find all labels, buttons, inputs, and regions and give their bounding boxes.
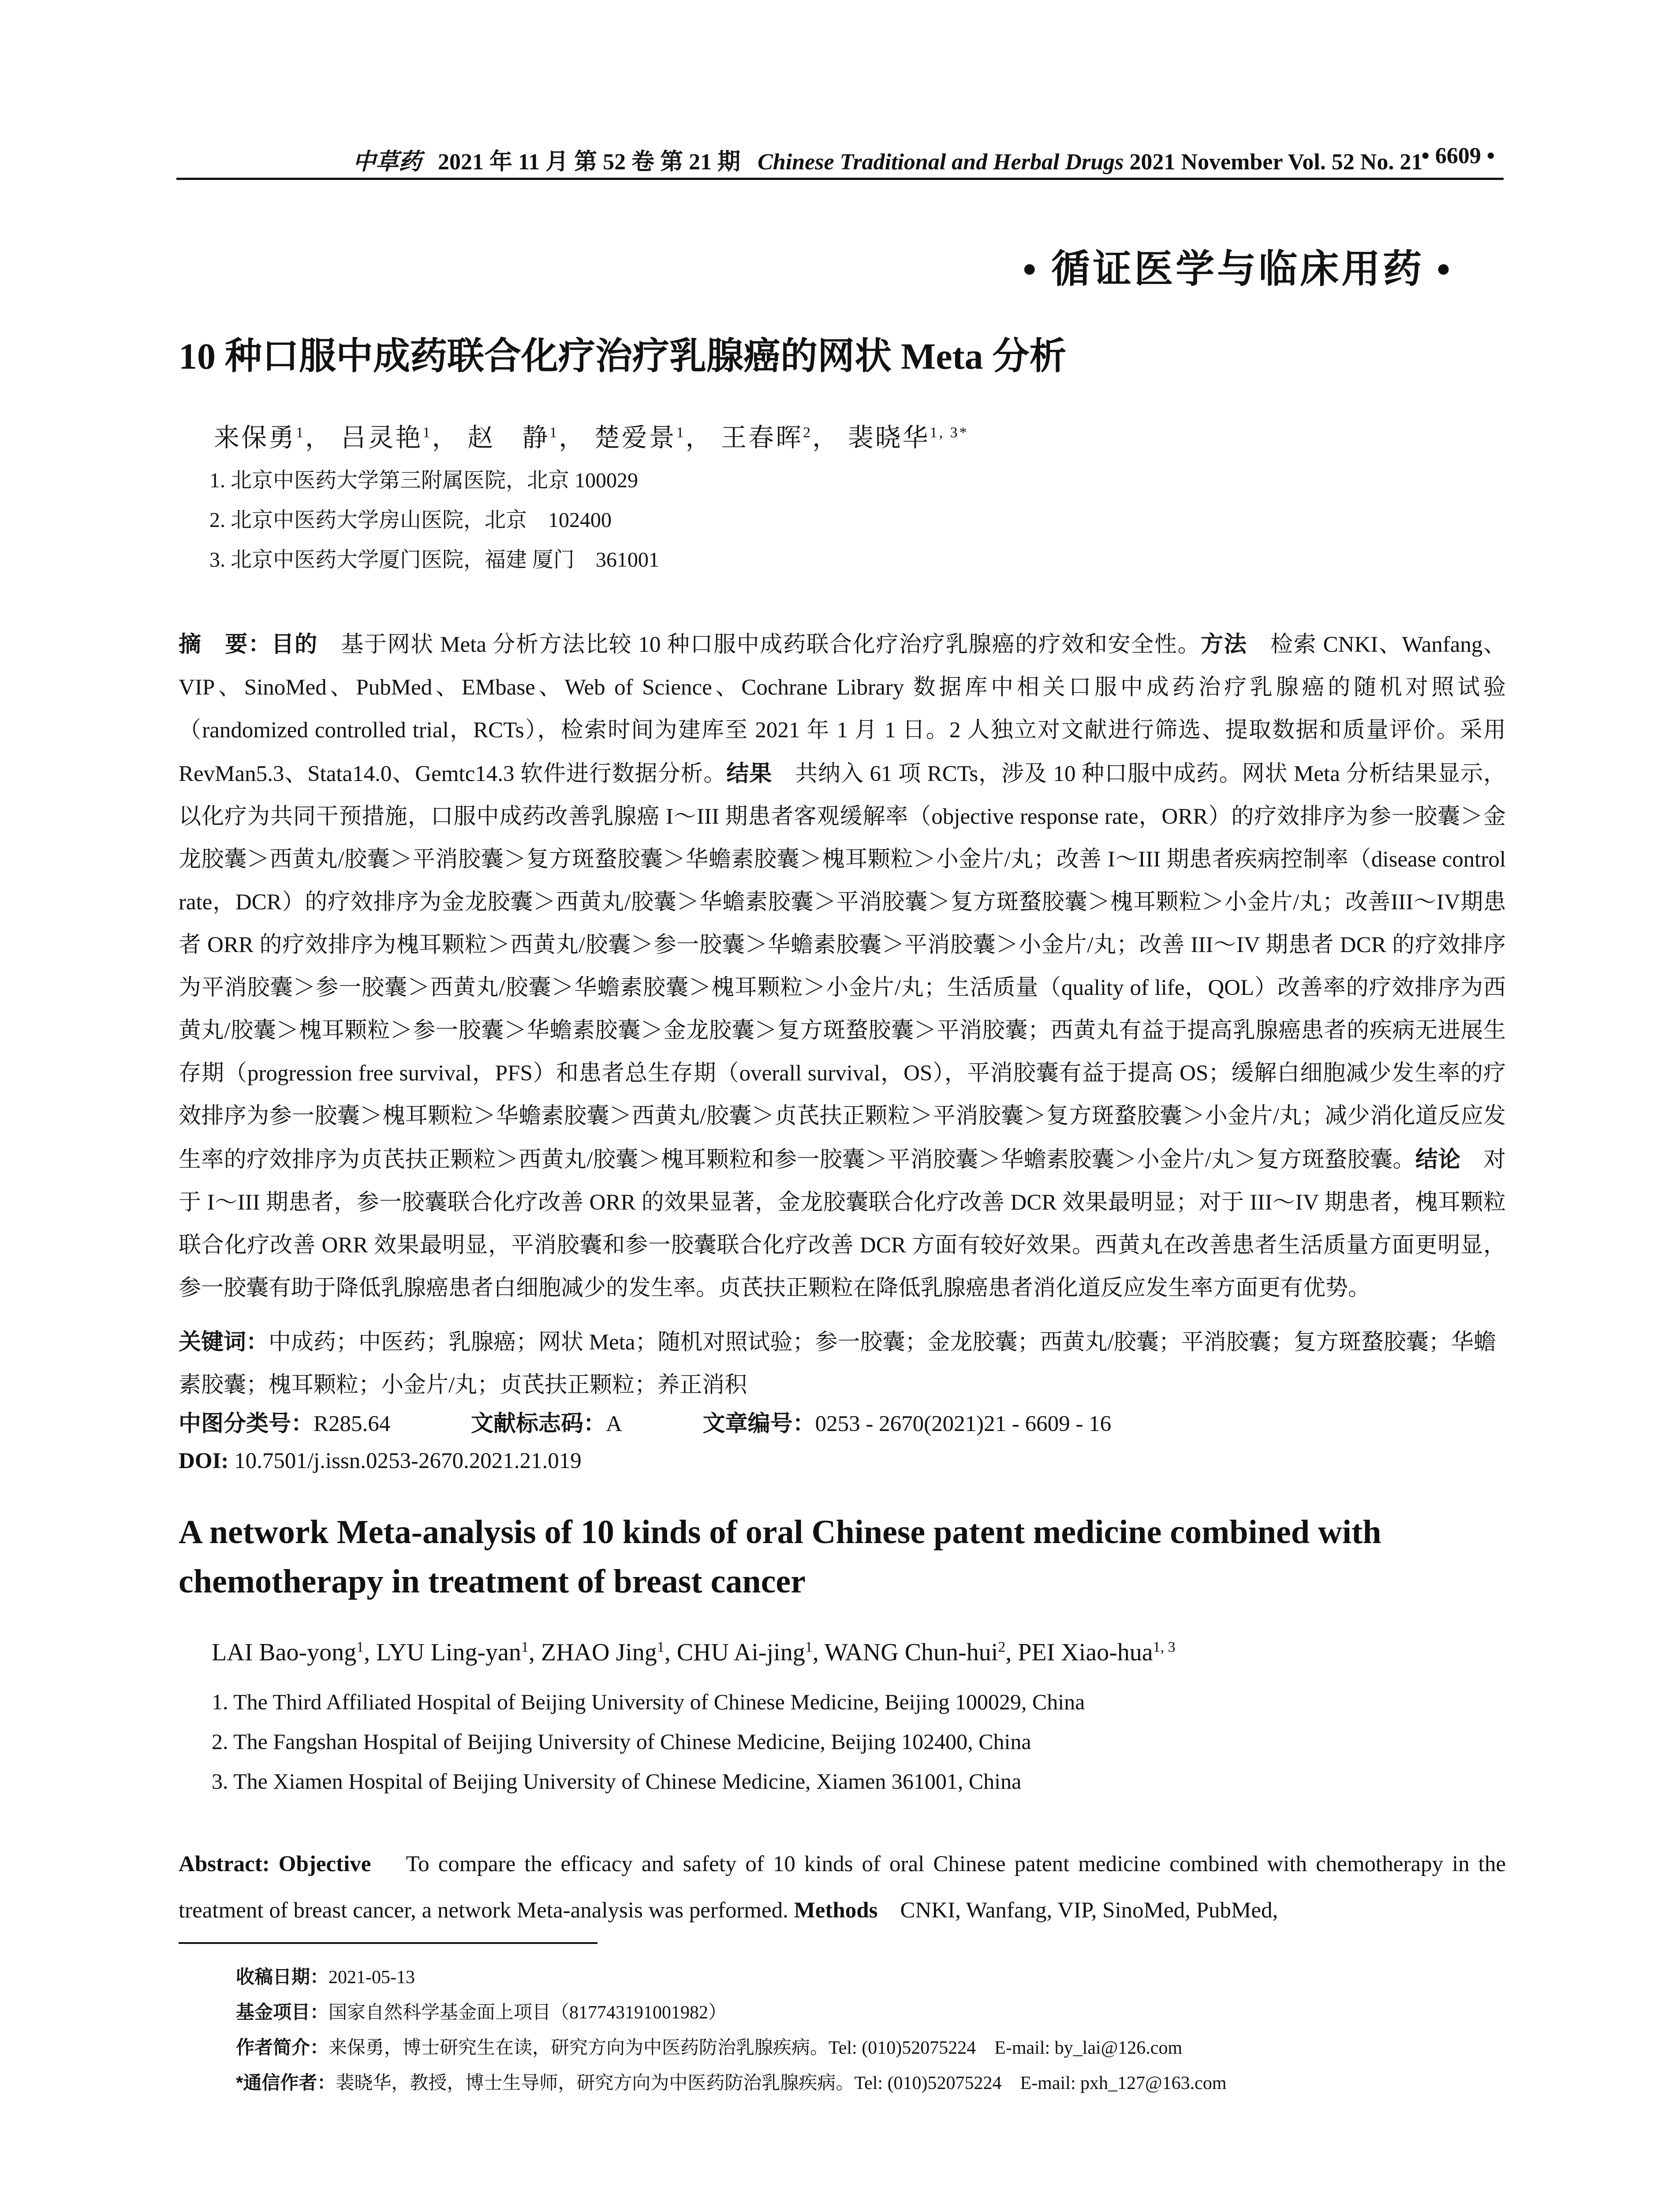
author-en: LAI Bao-yong bbox=[212, 1639, 357, 1666]
author-cn: 来保勇 bbox=[214, 423, 296, 452]
keywords-label: 关键词： bbox=[179, 1329, 269, 1354]
author-aff: 1 bbox=[549, 424, 559, 441]
author-en: WANG Chun-hui bbox=[824, 1639, 998, 1666]
affiliation-cn: 2. 北京中医药大学房山医院，北京 102400 bbox=[209, 508, 612, 532]
footnote-value: 来保勇，博士研究生在读，研究方向为中医药防治乳腺疾病。Tel: (010)52075224 E-mail: by_lai@126.com bbox=[329, 2038, 1183, 2058]
footnote-divider bbox=[179, 1942, 597, 1944]
doc-code-label: 文献标志码： bbox=[471, 1411, 606, 1436]
author-aff: 1, 3 bbox=[1153, 1639, 1176, 1656]
methods-text: 检索 CNKI、Wanfang、VIP、SinoMed、PubMed、EMbase、Web of Science、Cochrane Library 数据库中相关口服中成药治疗乳腺癌的随机对照试验（randomized controlled trial，RCTs），检索时间为建库至 2021 年 1 月 1 日。2 人独立对文献进行筛选、提取数据和质量评价。采用 RevMan5.3、Stata14.0、Gemtc14.3 软件进行数据分析。 bbox=[179, 632, 1506, 786]
results-text: 共纳入 61 项 RCTs，涉及 10 种口服中成药。网状 Meta 分析结果显示，以化疗为共同干预措施，口服中成药改善乳腺癌 I～III 期患者客观缓解率（objective response rate，ORR）的疗效排序为参一胶囊＞金龙胶囊＞西黄丸/胶囊＞平消胶囊＞复方斑蝥胶囊＞华蟾素胶囊＞槐耳颗粒＞小金片/丸；改善 I～III 期患者疾病控制率（disease control rate，DCR）的疗效排序为金龙胶囊＞西黄丸/胶囊＞华蟾素胶囊＞平消胶囊＞复方斑蝥胶囊＞槐耳颗粒＞小金片/丸；改善III～IV期患者 ORR 的疗效排序为槐耳颗粒＞西黄丸/胶囊＞参一胶囊＞华蟾素胶囊＞平消胶囊＞小金片/丸；改善 III～IV 期患者 DCR 的疗效排序为平消胶囊＞参一胶囊＞西黄丸/胶囊＞华蟾素胶囊＞槐耳颗粒＞小金片/丸；生活质量（quality of life，QOL）改善率的疗效排序为西黄丸/胶囊＞槐耳颗粒＞参一胶囊＞华蟾素胶囊＞金龙胶囊＞复方斑蝥胶囊＞平消胶囊；西黄丸有益于提高乳腺癌患者的疾病无进展生存期（progression free survival，PFS）和患者总生存期（overall survival，OS），平消胶囊有益于提高 OS；缓解白细胞减少发生率的疗效排序为参一胶囊＞槐耳颗粒＞华蟾素胶囊＞西黄丸/胶囊＞贞芪扶正颗粒＞平消胶囊＞复方斑蝥胶囊＞小金片/丸；减少消化道反应发生率的疗效排序为贞芪扶正颗粒＞西黄丸/胶囊＞槐耳颗粒和参一胶囊＞平消胶囊＞华蟾素胶囊＞小金片/丸＞复方斑蝥胶囊。 bbox=[179, 762, 1506, 1172]
abstract-cn bbox=[179, 623, 1506, 1310]
author-en: LYU Ling-yan bbox=[376, 1639, 521, 1666]
affiliation-en: 1. The Third Affiliated Hospital of Beijing University of Chinese Medicine, Beijing 100029, China bbox=[212, 1689, 1085, 1714]
footnote-key: 作者简介： bbox=[236, 2037, 329, 2058]
affiliation-en: 2. The Fangshan Hospital of Beijing University of Chinese Medicine, Beijing 102400, China bbox=[212, 1729, 1031, 1754]
footnote-funding bbox=[236, 1998, 727, 2024]
author-en: ZHAO Jing bbox=[541, 1639, 657, 1666]
author-aff: 1 bbox=[296, 424, 306, 441]
authors-cn: 来保勇$^1$， 吕灵艳$^1$， 赵 静$^1$， 楚爱景$^1$， 王春晖$^2$， 裴晓华$^{1, 3*}$ bbox=[214, 423, 969, 452]
conclusion-text: 对于 I～III 期患者，参一胶囊联合化疗改善 ORR 的效果显著，金龙胶囊联合化疗改善 DCR 效果最明显；对于 III～IV 期患者，槐耳颗粒联合化疗改善 ORR 效果最明显，平消胶囊和参一胶囊联合化疗改善 DCR 方面有较好效果。西黄丸在改善患者生活质量方面更明显，参一胶囊有助于降低乳腺癌患者白细胞减少的发生率。贞芪扶正颗粒在降低乳腺癌患者消化道反应发生率方面更有优势。 bbox=[179, 1147, 1506, 1301]
classification-line bbox=[179, 1405, 1111, 1438]
methods-en-label: Methods bbox=[794, 1898, 878, 1923]
clc-label: 中图分类号： bbox=[179, 1411, 314, 1436]
methods-en-text: CNKI, Wanfang, VIP, SinoMed, PubMed, bbox=[900, 1898, 1278, 1923]
author-en: CHU Ai-jing bbox=[676, 1639, 805, 1666]
keywords-cn bbox=[179, 1320, 1506, 1407]
footnote-value: 2021-05-13 bbox=[329, 1967, 415, 1988]
objective-en-text: To compare the efficacy and safety of 10 kinds of oral Chinese patent medicine combined with chemotherapy in the treatment of breast cancer, a network Meta-analysis was performed. bbox=[179, 1852, 1506, 1923]
issue-cn: 2021 年 11 月 第 52 卷 第 21 期 bbox=[438, 149, 741, 175]
objective-text: 基于网状 Meta 分析方法比较 10 种口服中成药联合化疗治疗乳腺癌的疗效和安全性。 bbox=[341, 632, 1201, 657]
article-no-label: 文章编号： bbox=[702, 1411, 815, 1436]
journal-line bbox=[353, 143, 1422, 176]
objective-en-label: Objective bbox=[278, 1852, 371, 1876]
page-number: • 6609 • bbox=[1421, 143, 1495, 168]
article-no-value: 0253 - 2670(2021)21 - 6609 - 16 bbox=[815, 1412, 1112, 1436]
footnote-received bbox=[236, 1962, 415, 1989]
results-label: 结果 bbox=[726, 761, 773, 786]
author-cn: 楚爱景 bbox=[594, 423, 676, 452]
footnote-key: *通信作者： bbox=[236, 2072, 336, 2093]
abstract-label: 摘 要： bbox=[179, 632, 272, 657]
author-aff: 1 bbox=[805, 1639, 813, 1656]
footnote-key: 收稿日期： bbox=[236, 1966, 329, 1987]
footnote-key: 基金项目： bbox=[236, 2002, 329, 2022]
abstract-en-label: Abstract: bbox=[179, 1852, 270, 1876]
conclusion-label: 结论 bbox=[1415, 1147, 1461, 1172]
author-en: PEI Xiao-hua bbox=[1018, 1639, 1153, 1666]
title-cn: 10 种口服中成药联合化疗治疗乳腺癌的网状 Meta 分析 bbox=[179, 336, 1067, 377]
affiliation-cn: 3. 北京中医药大学厦门医院，福建 厦门 361001 bbox=[209, 548, 660, 572]
keywords-text: 中成药；中医药；乳腺癌；网状 Meta；随机对照试验；参一胶囊；金龙胶囊；西黄丸/胶囊；平消胶囊；复方斑蝥胶囊；华蟾素胶囊；槐耳颗粒；小金片/丸；贞芪扶正颗粒；养正消积 bbox=[179, 1330, 1496, 1398]
abstract-en bbox=[179, 1841, 1506, 1934]
author-aff: 1 bbox=[356, 1639, 364, 1656]
affiliation-cn: 1. 北京中医药大学第三附属医院，北京 100029 bbox=[209, 469, 638, 492]
author-cn: 吕灵艳 bbox=[340, 423, 423, 452]
clc-value: R285.64 bbox=[314, 1412, 391, 1436]
objective-label: 目的 bbox=[271, 632, 318, 657]
journal-name-cn: 中草药 bbox=[353, 149, 422, 175]
author-aff: 2 bbox=[998, 1639, 1006, 1656]
journal-name-en: Chinese Traditional and Herbal Drugs bbox=[758, 149, 1124, 175]
doi-label: DOI: bbox=[179, 1449, 229, 1473]
issue-en: 2021 November Vol. 52 No. 21 bbox=[1129, 149, 1423, 175]
title-en: A network Meta-analysis of 10 kinds of oral Chinese patent medicine combined with chemotherapy in treatment of breast cancer bbox=[179, 1514, 1381, 1600]
author-aff: 1, 3* bbox=[930, 424, 969, 441]
doi-value: 10.7501/j.issn.0253-2670.2021.21.019 bbox=[234, 1449, 582, 1473]
author-aff: 1 bbox=[422, 424, 432, 441]
author-cn: 裴晓华 bbox=[847, 423, 930, 452]
author-cn: 赵 静 bbox=[467, 423, 550, 452]
methods-label: 方法 bbox=[1201, 632, 1247, 657]
running-header bbox=[176, 140, 1504, 180]
author-aff: 1 bbox=[676, 424, 686, 441]
author-aff: 1 bbox=[657, 1639, 665, 1656]
authors-en: LAI Bao-yong$^1$, LYU Ling-yan$^1$, ZHAO Jing$^1$, CHU Ai-jing$^1$, WANG Chun-hui$^2$, PEI Xiao-hua$^{1, 3}$ bbox=[212, 1639, 1176, 1666]
author-aff: 2 bbox=[803, 424, 813, 441]
footnote-author-bio bbox=[236, 2033, 1182, 2059]
author-aff: 1 bbox=[521, 1639, 529, 1656]
doc-code-value: A bbox=[606, 1412, 622, 1436]
doi-line bbox=[179, 1448, 582, 1474]
footnote-value: 国家自然科学基金面上项目（817743191001982） bbox=[329, 2003, 727, 2023]
footnote-value: 裴晓华，教授，博士生导师，研究方向为中医药防治乳腺疾病。Tel: (010)52075224 E-mail: pxh_127@163.com bbox=[336, 2073, 1227, 2093]
section-label: • 循证医学与临床用药 • bbox=[1023, 248, 1453, 291]
footnote-corresponding bbox=[236, 2068, 1226, 2095]
author-cn: 王春晖 bbox=[721, 423, 803, 452]
affiliation-en: 3. The Xiamen Hospital of Beijing University of Chinese Medicine, Xiamen 361001, China bbox=[212, 1769, 1022, 1794]
